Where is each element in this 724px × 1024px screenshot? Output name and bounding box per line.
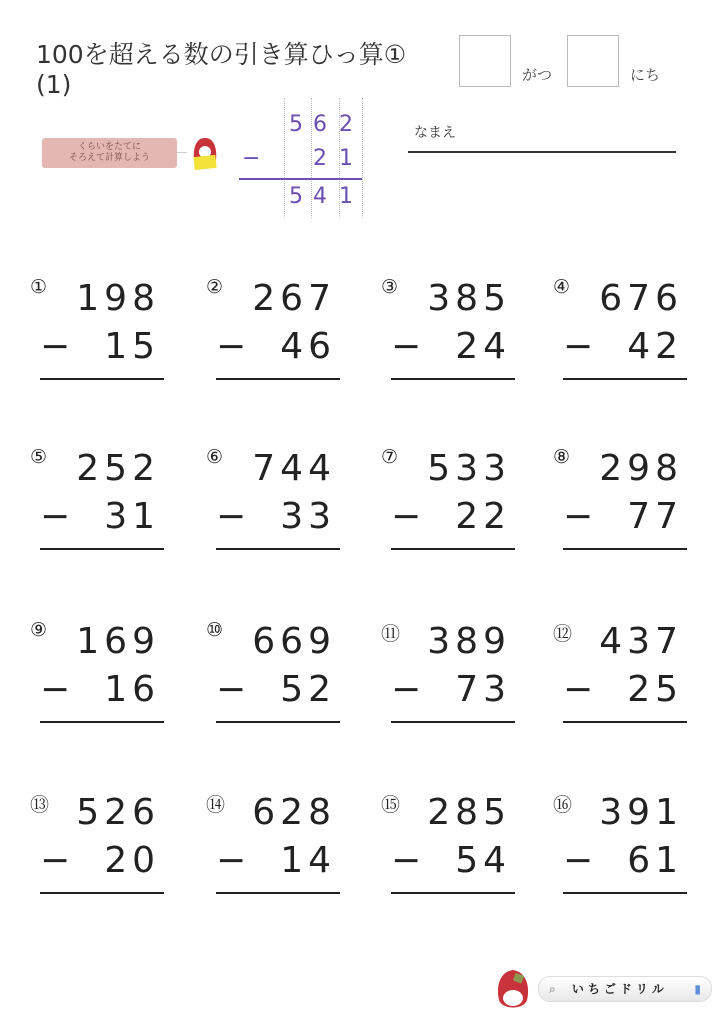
subtrahend: 46 (280, 326, 336, 367)
minuend: 526 (76, 792, 160, 833)
problem-item (206, 446, 336, 562)
minus-sign: − (391, 326, 422, 367)
problem-item (30, 276, 160, 392)
problem-number: ⑧ (553, 446, 571, 468)
answer-line[interactable] (216, 378, 340, 380)
minuend: 628 (252, 792, 336, 833)
minus-sign: − (40, 669, 71, 710)
minuend: 267 (252, 278, 336, 319)
problem-number: ⑫ (553, 623, 573, 645)
problem-number: ⑦ (381, 446, 399, 468)
subtrahend: 20 (104, 840, 160, 881)
problem-number: ② (206, 276, 224, 298)
subtrahend: 77 (627, 496, 683, 537)
example-minus: − (242, 146, 261, 171)
minus-sign: − (563, 496, 594, 537)
minus-sign: − (391, 496, 422, 537)
ichigo-logo-icon (494, 968, 532, 1012)
problem-item (381, 792, 511, 906)
minuend: 676 (599, 278, 683, 319)
problem-number: ⑨ (30, 619, 48, 641)
minus-sign: − (563, 669, 594, 710)
minus-sign: − (391, 669, 422, 710)
microphone-icon: ▮ (694, 982, 701, 996)
column-guide-line (362, 98, 363, 218)
minus-sign: − (216, 840, 247, 881)
minuend: 385 (427, 278, 511, 319)
problem-item (206, 792, 336, 906)
minuend: 169 (76, 621, 160, 662)
subtrahend: 54 (455, 840, 511, 881)
example-top-digit: 5 (289, 112, 303, 137)
minuend: 533 (427, 448, 511, 489)
hint-line1: くらいをたてに (77, 142, 141, 152)
example-top-digit: 6 (313, 112, 327, 137)
day-label: にち (630, 66, 661, 84)
bubble-tail (177, 152, 187, 153)
example-underline (239, 178, 362, 180)
hint-bubble (42, 138, 177, 168)
problem-number: ⑬ (30, 794, 50, 816)
minuend: 252 (76, 448, 160, 489)
minus-sign: − (40, 496, 71, 537)
minus-sign: − (216, 496, 247, 537)
problem-item (30, 792, 160, 906)
month-label: がつ (522, 66, 553, 84)
day-box[interactable] (567, 35, 619, 87)
subtrahend: 24 (455, 326, 511, 367)
title-text: 100を超える数の引き算ひっ算① (36, 40, 407, 69)
answer-line[interactable] (391, 721, 515, 723)
problem-item (206, 619, 336, 735)
answer-line[interactable] (563, 378, 687, 380)
subtrahend: 14 (280, 840, 336, 881)
answer-line[interactable] (391, 892, 515, 894)
minus-sign: − (216, 326, 247, 367)
column-guide-line (311, 98, 312, 218)
name-field[interactable] (408, 151, 676, 153)
answer-line[interactable] (216, 548, 340, 550)
month-box[interactable] (459, 35, 511, 87)
search-bar[interactable] (538, 976, 712, 1002)
problem-item (553, 446, 683, 562)
answer-line[interactable] (40, 548, 164, 550)
answer-line[interactable] (391, 548, 515, 550)
problem-number: ⑯ (553, 794, 573, 816)
subtrahend: 31 (104, 496, 160, 537)
minus-sign: − (40, 326, 71, 367)
problem-item (553, 792, 683, 906)
answer-line[interactable] (40, 378, 164, 380)
answer-line[interactable] (216, 892, 340, 894)
problem-item (381, 446, 511, 562)
subtrahend: 42 (627, 326, 683, 367)
search-icon: ⌕ (549, 982, 556, 996)
search-text: いちごドリル (571, 982, 668, 996)
example-answer-digit: 5 (289, 184, 303, 209)
problem-number: ⑥ (206, 446, 224, 468)
minus-sign: − (216, 669, 247, 710)
minuend: 298 (599, 448, 683, 489)
minuend: 669 (252, 621, 336, 662)
problem-item (553, 276, 683, 392)
subtrahend: 16 (104, 669, 160, 710)
column-guide-line (284, 98, 285, 218)
answer-line[interactable] (563, 721, 687, 723)
problem-number: ⑭ (206, 794, 226, 816)
example-top-digit: 2 (339, 112, 353, 137)
answer-line[interactable] (40, 721, 164, 723)
name-label: なまえ (414, 125, 456, 141)
example-bottom-digit: 1 (339, 146, 353, 171)
minuend: 389 (427, 621, 511, 662)
problem-item (381, 621, 511, 735)
minus-sign: − (391, 840, 422, 881)
subtrahend: 25 (627, 669, 683, 710)
example-answer-digit: 4 (313, 184, 327, 209)
problem-number: ⑪ (381, 623, 401, 645)
problem-number: ⑤ (30, 446, 48, 468)
answer-line[interactable] (563, 892, 687, 894)
minuend: 198 (76, 278, 160, 319)
subtrahend: 33 (280, 496, 336, 537)
problem-number: ③ (381, 276, 399, 298)
strawberry-mascot-icon (191, 136, 219, 172)
minus-sign: − (563, 840, 594, 881)
page-title (36, 40, 406, 100)
subtrahend: 61 (627, 840, 683, 881)
subtrahend: 22 (455, 496, 511, 537)
problem-number: ⑩ (206, 619, 224, 641)
answer-line[interactable] (216, 721, 340, 723)
answer-line[interactable] (40, 892, 164, 894)
title-subtitle: (1) (36, 70, 72, 99)
problem-item (553, 621, 683, 735)
problem-item (30, 446, 160, 562)
minuend: 437 (599, 621, 683, 662)
example-bottom-digit: 2 (313, 146, 327, 171)
problem-item (206, 276, 336, 392)
subtrahend: 52 (280, 669, 336, 710)
hint-line2: そろえて計算しよう (68, 153, 150, 163)
minuend: 285 (427, 792, 511, 833)
example-answer-digit: 1 (339, 184, 353, 209)
answer-line[interactable] (563, 548, 687, 550)
subtrahend: 73 (455, 669, 511, 710)
problem-item (30, 619, 160, 735)
problem-item (381, 276, 511, 392)
problem-number: ⑮ (381, 794, 401, 816)
problem-number: ① (30, 276, 48, 298)
minuend: 391 (599, 792, 683, 833)
minus-sign: − (563, 326, 594, 367)
minuend: 744 (252, 448, 336, 489)
problem-number: ④ (553, 276, 571, 298)
subtrahend: 15 (104, 326, 160, 367)
minus-sign: − (40, 840, 71, 881)
answer-line[interactable] (391, 378, 515, 380)
